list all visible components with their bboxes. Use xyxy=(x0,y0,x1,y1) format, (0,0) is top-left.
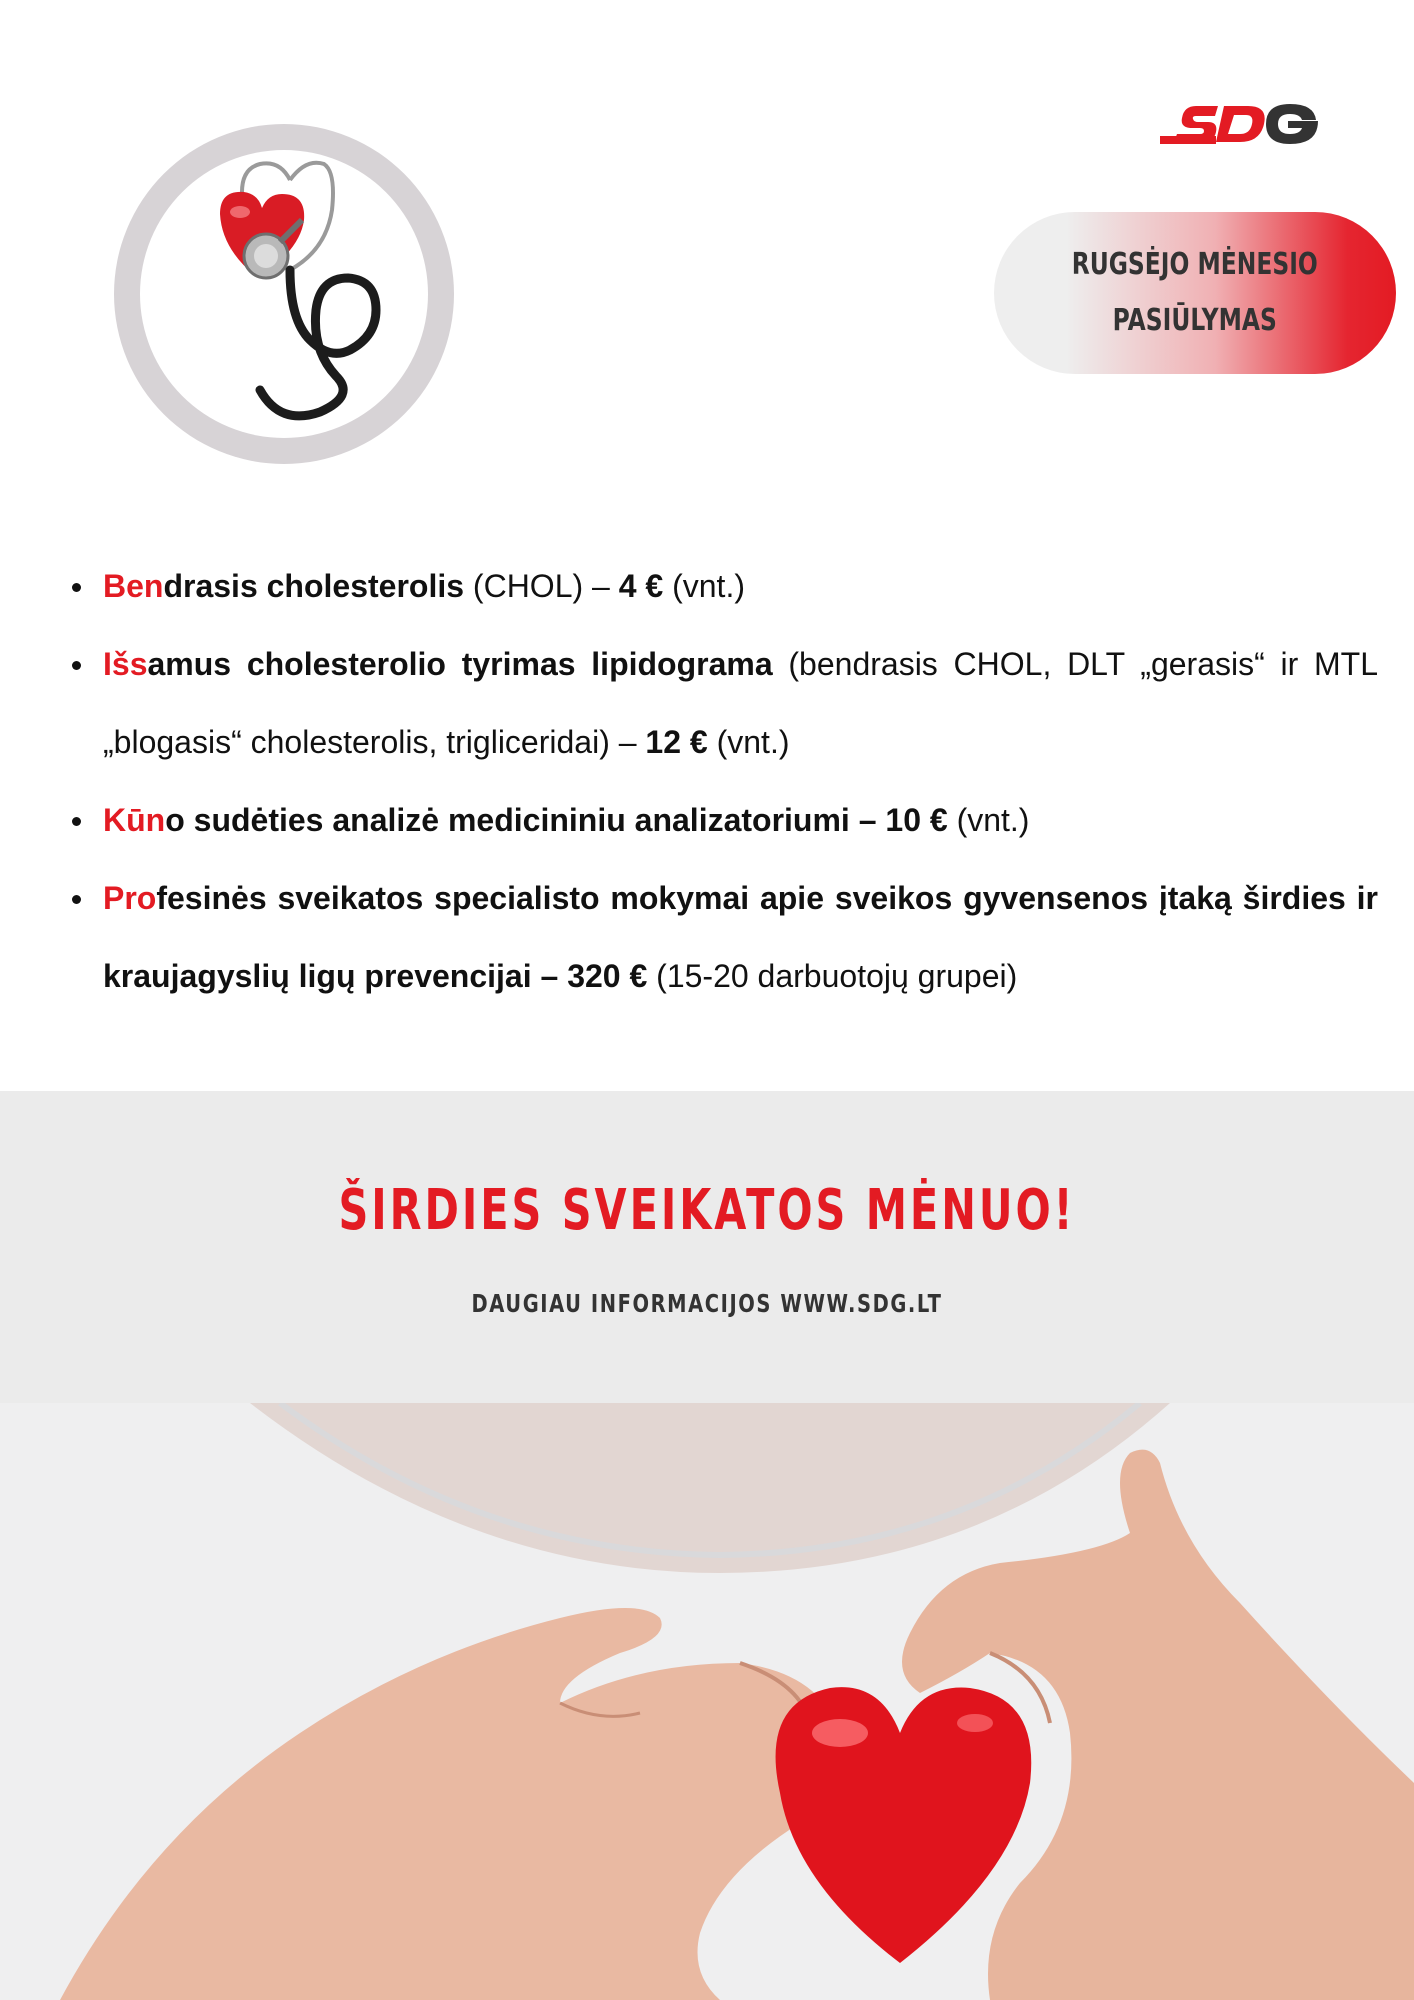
promo-title: ŠIRDIES SVEIKATOS MĖNUO! xyxy=(338,1178,1076,1243)
hands-holding-heart-icon xyxy=(0,1403,1414,2000)
stethoscope-heart-icon xyxy=(140,150,428,438)
offer-item: Bendrasis cholesterolis (CHOL) – 4 € (vnt.) xyxy=(66,547,1378,625)
promo-info: DAUGIAU INFORMACIJOS WWW.SDG.LT xyxy=(471,1289,943,1318)
offer-badge xyxy=(994,212,1396,374)
offer-item: Kūno sudėties analizė medicininiu analizatoriumi – 10 € (vnt.) xyxy=(66,781,1378,859)
badge-line-1: RUGSĖJO MĖNESIO xyxy=(1071,247,1319,282)
promo-band xyxy=(0,1091,1414,1403)
offer-item: Išsamus cholesterolio tyrimas lipidograma (bendrasis CHOL, DLT „gerasis“ ir MTL „blogasis“ cholesterolis, trigliceridai) – 12 € (vnt.) xyxy=(66,625,1378,781)
offers-list xyxy=(66,547,1378,1015)
hands-heart-photo xyxy=(0,1403,1414,2000)
sdg-logo xyxy=(1156,94,1322,154)
stethoscope-photo xyxy=(140,150,428,438)
offer-item: Profesinės sveikatos specialisto mokymai apie sveikos gyvensenos įtaką širdies ir kraujagyslių ligų prevencijai – 320 € (15-20 darbuotojų grupei) xyxy=(66,859,1378,1015)
stethoscope-photo-frame xyxy=(114,124,454,464)
badge-line-2: PASIŪLYMAS xyxy=(1112,303,1278,338)
